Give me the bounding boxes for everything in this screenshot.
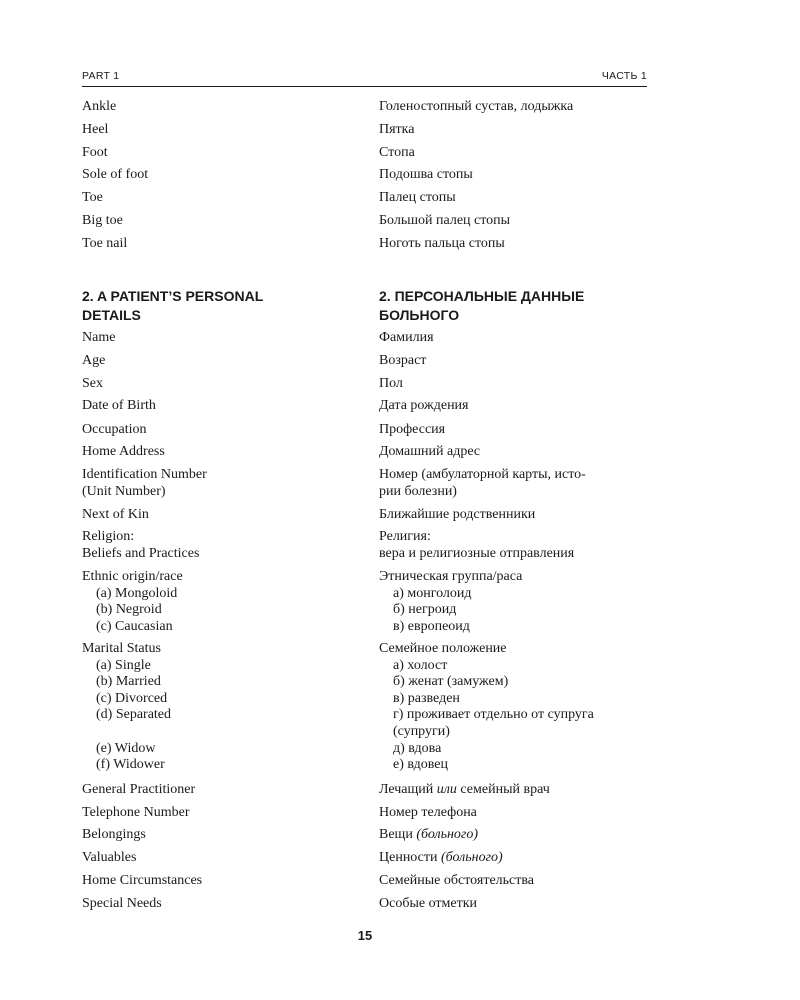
term-ru: Профессия xyxy=(379,422,446,437)
term-ru: Домашний адрес xyxy=(379,444,481,459)
term-ru: Фамилия xyxy=(379,330,434,345)
term-en: Ankle xyxy=(82,99,117,114)
term-ru: Возраст xyxy=(379,353,427,368)
term-en: Name xyxy=(82,330,116,345)
term-en: Home Address xyxy=(82,444,165,459)
term-ru: Этническая группа/раса а) монголоид б) негроид в) европеоид xyxy=(379,569,523,634)
term-ru: Пол xyxy=(379,376,403,391)
term-ru: Семейные обстоятельства xyxy=(379,873,535,888)
term-en: Marital Status (a) Single (b) Married (c) Divorced (d) Separated (e) Widow (f) Widower xyxy=(82,641,172,773)
term-en: Sex xyxy=(82,376,103,391)
term-ru: Палец стопы xyxy=(379,190,456,205)
term-en: Religion: Beliefs and Practices xyxy=(82,529,200,561)
term-en: Foot xyxy=(82,145,108,160)
term-en: General Practitioner xyxy=(82,782,196,797)
term-ru: Номер (амбулаторной карты, исто- рии болезни) xyxy=(379,467,586,499)
term-en: Occupation xyxy=(82,422,147,437)
term-en: Valuables xyxy=(82,850,137,865)
section-heading-ru: 2. ПЕРСОНАЛЬНЫЕ ДАННЫЕ БОЛЬНОГО xyxy=(379,288,585,323)
term-en: Date of Birth xyxy=(82,398,156,413)
term-en: Age xyxy=(82,353,106,368)
term-en: Toe xyxy=(82,190,103,205)
page-number: 15 xyxy=(357,928,373,943)
term-en: Belongings xyxy=(82,827,146,842)
term-ru: Ноготь пальца стопы xyxy=(379,236,505,251)
term-en: Heel xyxy=(82,122,109,137)
term-ru: Ценности (больного) xyxy=(379,850,503,865)
term-en: Ethnic origin/race (a) Mongoloid (b) Negroid (c) Caucasian xyxy=(82,569,183,634)
header-left: PART 1 xyxy=(82,70,120,82)
term-ru: Стопа xyxy=(379,145,415,160)
term-ru: Религия: вера и религиозные отправления xyxy=(379,529,575,561)
term-en: Telephone Number xyxy=(82,805,190,820)
term-ru: Подошва стопы xyxy=(379,167,473,182)
term-en: Special Needs xyxy=(82,896,162,911)
term-ru: Особые отметки xyxy=(379,896,477,911)
term-en: Next of Kin xyxy=(82,507,149,522)
term-en: Identification Number (Unit Number) xyxy=(82,467,207,499)
term-ru: Вещи (больного) xyxy=(379,827,479,842)
term-en: Toe nail xyxy=(82,236,128,251)
term-ru: Лечащий или семейный врач xyxy=(379,782,550,797)
term-en: Big toe xyxy=(82,213,123,228)
term-ru: Номер телефона xyxy=(379,805,477,820)
term-ru: Большой палец стопы xyxy=(379,213,511,228)
term-ru: Семейное положение а) холост б) женат (замужем) в) разведен г) проживает отдельно от супруга (супруги) д) вдова е) вдовец xyxy=(379,641,594,773)
running-header xyxy=(82,70,647,87)
header-right: ЧАСТЬ 1 xyxy=(601,70,647,82)
term-ru: Голеностопный сустав, лодыжка xyxy=(379,99,574,114)
term-en: Home Circumstances xyxy=(82,873,203,888)
section-heading-en: 2. A PATIENT’S PERSONAL DETAILS xyxy=(82,288,264,323)
term-en: Sole of foot xyxy=(82,167,149,182)
term-ru: Пятка xyxy=(379,122,415,137)
term-ru: Дата рождения xyxy=(379,398,469,413)
term-ru: Ближайшие родственники xyxy=(379,507,536,522)
